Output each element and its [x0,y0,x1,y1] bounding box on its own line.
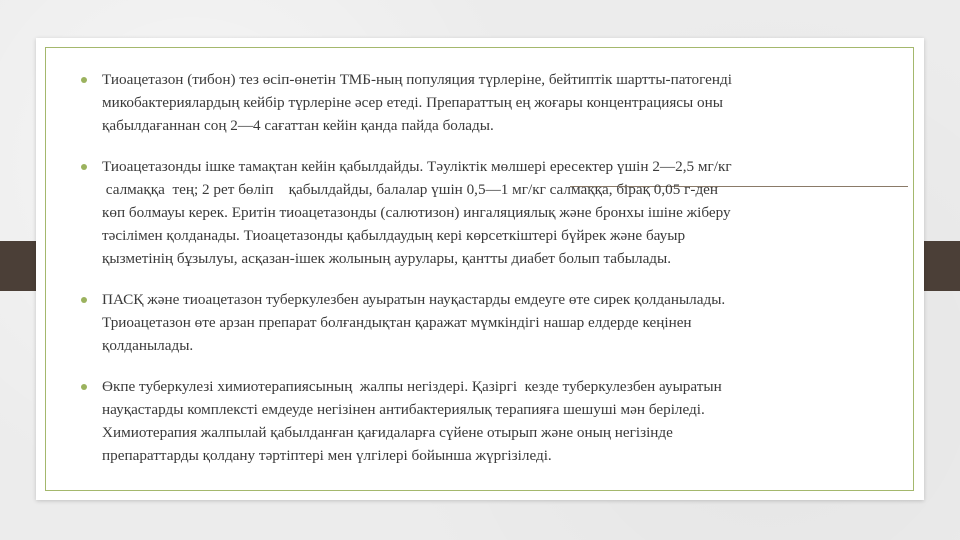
text-line: тәсілімен қолданады. Тиоацетазонды қабылдаудың кері көрсеткіштері бүйрек және бауыр [102,227,686,244]
left-accent-band [0,241,36,291]
bullet-icon [81,77,87,83]
text-line: қызметінің бұзылуы, асқазан-ішек жолының аурулары, қантты диабет болып табылады. [102,250,672,267]
text-line: Тиоацетазон (тибон) тез өсіп-өнетін ТМБ-ның популяция түрлеріне, бейтиптік шартты-патогенді [102,71,732,88]
right-accent-band [924,241,960,291]
text-line: Тиоацетазонды ішке тамақтан кейін қабылдайды. Тәуліктік мөлшері ересектер үшін 2—2,5 мг/кг [102,158,732,175]
text-line: салмаққа тең; 2 рет бөліп қабылдайды, балалар үшін 0,5—1 мг/кг салмаққа, бірақ 0,05 г-ден [102,181,719,198]
list-item [78,155,858,270]
text-line: қабылдағаннан соң 2—4 сағаттан кейін қанда пайда болады. [102,117,494,134]
text-line: Өкпе туберкулезі химиотерапиясының жалпы негіздері. Қазіргі кезде туберкулезбен ауыратын [102,378,722,395]
bullet-icon [81,164,87,170]
text-line: Химиотерапия жалпылай қабылданған қағидаларға сүйене отырып және оның негізінде [102,424,673,441]
list-item [78,375,858,467]
text-line: қолданылады. [102,337,194,354]
text-line: препараттарды қолдану тәртіптері мен үлгілері бойынша жүргізіледі. [102,447,552,464]
text-line: көп болмауы керек. Еритін тиоацетазонды (салютизон) ингаляциялық және бронхы ішіне жіберу [102,204,731,221]
text-line: микобактериялардың кейбір түрлеріне әсер етеді. Препараттың ең жоғары концентрациясы оны [102,94,723,111]
bullet-icon [81,384,87,390]
list-item [78,288,858,357]
text-line: науқастарды комплексті емдеуде негізінен антибактериялық терапияға шешуші мән беріледі. [102,401,705,418]
text-line: Триоацетазон өте арзан препарат болғандықтан қаражат мүмкіндігі нашар елдерде кеңінен [102,314,692,331]
list-item [78,68,858,137]
text-line: ПАСҚ және тиоацетазон туберкулезбен ауыратын науқастарды емдеуге өте сирек қолданылады. [102,291,726,308]
bullet-list [78,68,858,485]
bullet-icon [81,297,87,303]
